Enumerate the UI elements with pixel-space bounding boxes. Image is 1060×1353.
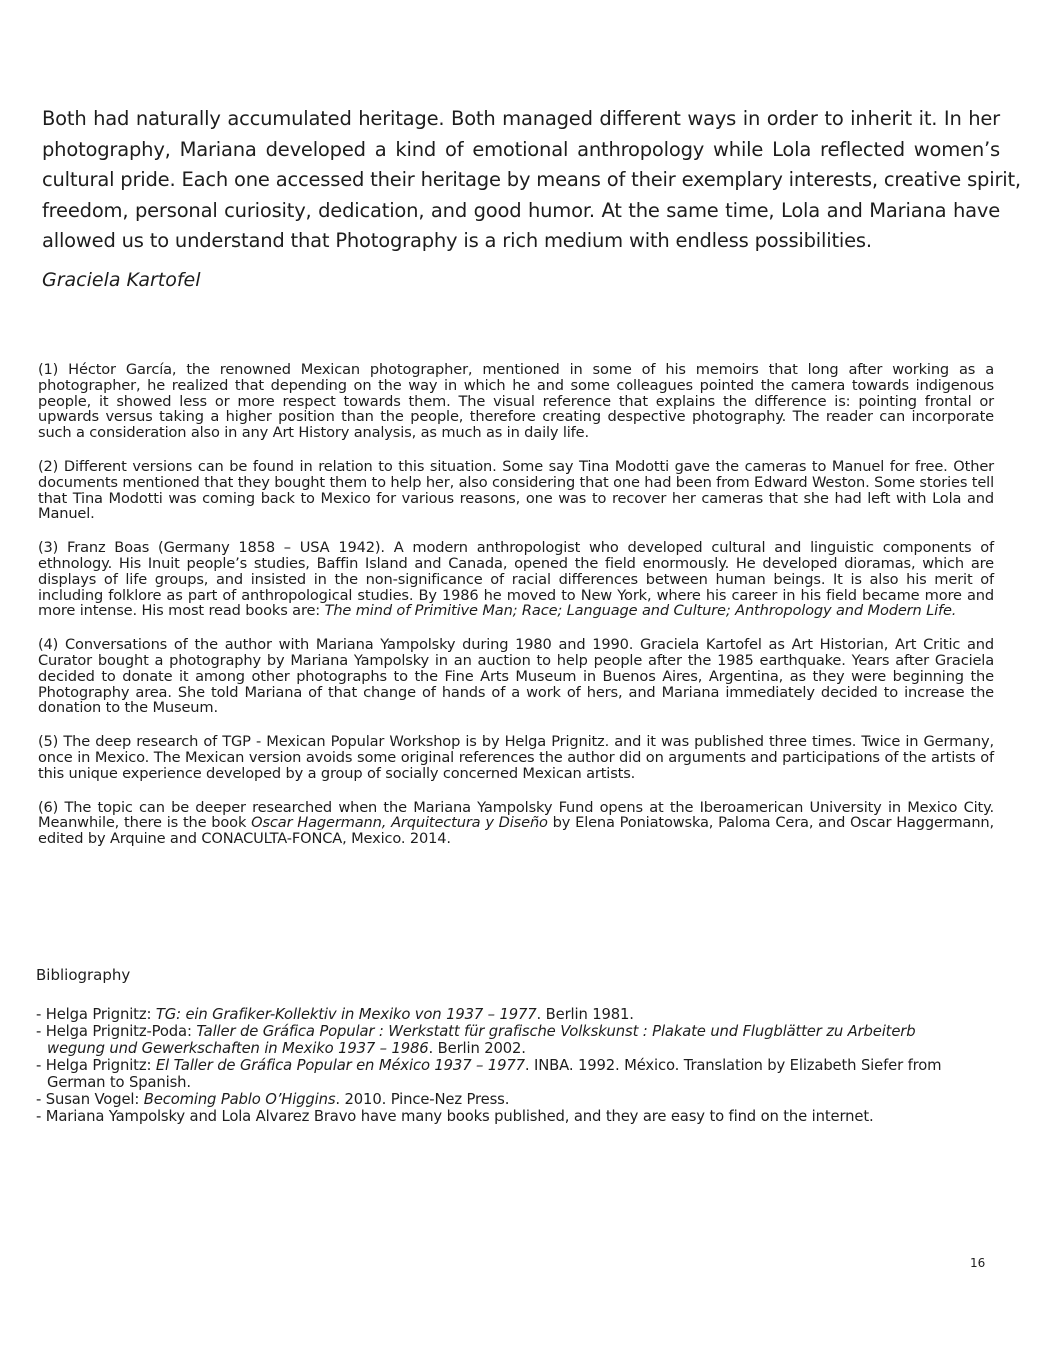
bib-author: - Helga Prignitz-Poda:: [36, 1023, 197, 1040]
intro-line: freedom, personal curiosity, dedication, and good humor. At the same time, Lola and Mariana have: [42, 198, 1000, 222]
footnote-text: (1) Héctor García, the renowned Mexican photographer, mentioned in some of his memoirs that long after working as a photographer, he realized that depending on the way in which he and some colleagues pointed the camera towards indigenous people, it showed less or more respect towards them. The visual reference that explains the difference is: pointing frontal or upwards versus taking a higher position than the people, therefore creating despective photography. The reader can incorporate such a consideration also in any Art History analysis, as much as in daily life.: [38, 361, 994, 442]
bibliography-item: [36, 1108, 976, 1125]
bib-text: - Mariana Yampolsky and Lola Alvarez Bravo have many books published, and they are easy to find on the internet.: [36, 1108, 874, 1125]
bibliography-item: [36, 1023, 976, 1057]
footnotes: [38, 362, 994, 865]
footnote-text: (6) The topic can be deeper researched when the Mariana Yampolsky Fund opens at the Iberoamerican University in Mexico City. Meanwhile, there is the book: [38, 798, 994, 832]
footnote-1: [38, 362, 994, 441]
footnote-6: [38, 800, 994, 847]
footnote-text-after: by Elena Poniatowska, Paloma Cera, and Oscar Haggermann, edited by Arquine and CONACULTA-FONCA, Mexico. 2014.: [38, 814, 995, 848]
bibliography-item: [36, 1006, 976, 1023]
bibliography-item: [36, 1091, 976, 1108]
footnote-book-titles: The mind of Primitive Man; Race; Language and Culture; Anthropology and Modern Life.: [324, 602, 957, 620]
bib-author: - Susan Vogel:: [36, 1091, 144, 1108]
intro-line: photography, Mariana developed a kind of emotional anthropology while Lola reflected women’s: [42, 137, 1000, 161]
footnote-5: [38, 734, 994, 781]
bib-author: - Helga Prignitz:: [36, 1057, 156, 1074]
intro-line: allowed us to understand that Photography is a rich medium with endless possibilities.: [42, 229, 872, 252]
bib-title: Becoming Pablo O’Higgins: [143, 1091, 336, 1108]
footnote-2: [38, 459, 994, 522]
footnote-text: (4) Conversations of the author with Mariana Yampolsky during 1980 and 1990. Graciela Kartofel as Art Historian, Art Critic and Curator bought a photography by Mariana Yampolsky in an auction to help people after the 1985 earthquake. Years after Graciela decided to donate it among other photographs to the Fine Arts Museum in Buenos Aires, Argentina, as they were beginning the Photography area. She told Mariana of that change of hands of a work of hers, and Mariana immediately decided to increase the donation to the Museum.: [38, 636, 994, 717]
bib-title: TG: ein Grafiker-Kollektiv in Mexiko von 1937 – 1977: [155, 1006, 537, 1023]
footnote-3: [38, 540, 994, 619]
footnote-4: [38, 637, 994, 716]
intro-line: Both had naturally accumulated heritage. Both managed different ways in order to inherit it. In her: [42, 107, 1000, 130]
footnote-book-title: Oscar Hagermann, Arquitectura y Diseño: [251, 814, 548, 832]
footnote-text: (3) Franz Boas (Germany 1858 – USA 1942). A modern anthropologist who developed cultural and linguistic components of ethnology. His Inuit people’s studies, Baffin Island and Canada, opened the field enormously. He developed dioramas, which are displays of life groups, and insisted in the non-significance of racial differences between human beings. It is also his merit of including folklore as part of anthropological studies. By 1986 he moved to New York, where his career in his field became more and more intense. His most read books are:: [38, 539, 994, 620]
bib-author: - Helga Prignitz:: [36, 1006, 156, 1023]
bibliography-heading: Bibliography: [36, 966, 131, 984]
bib-details: . Berlin 2002.: [428, 1040, 526, 1057]
footnote-text: (2) Different versions can be found in relation to this situation. Some say Tina Modotti gave the cameras to Manuel for free. Other documents mentioned that they bought them to help her, also considering that one had been from Edward Weston. Some stories tell that Tina Modotti was coming back to Mexico for various reasons, one was to recover her cameras that she had left with Lola and Manuel.: [38, 457, 994, 523]
bibliography-list: [36, 1006, 976, 1125]
footnote-text: (5) The deep research of TGP - Mexican Popular Workshop is by Helga Prignitz. and it was published three times. Twice in Germany, once in Mexico. The Mexican version avoids some original references the author did on arguments and participations of the artists of this unique experience developed by a group of socially concerned Mexican artists.: [38, 733, 994, 782]
intro-paragraph: [42, 104, 1021, 257]
page-number: 16: [970, 1256, 986, 1270]
author-signature: Graciela Kartofel: [42, 269, 201, 291]
bib-details: . Berlin 1981.: [536, 1006, 634, 1023]
bibliography-item: [36, 1057, 976, 1091]
bib-title: Taller de Gráfica Popular : Werkstatt für grafische Volkskunst : Plakate und Flugblätter zu Arbeiterb wegung und Gewerkschaften in Mexiko 1937 – 1986: [47, 1023, 916, 1057]
bib-details: . 2010. Pince-Nez Press.: [335, 1091, 510, 1108]
bib-title: El Taller de Gráfica Popular en México 1937 – 1977: [155, 1057, 525, 1074]
bib-details: . INBA. 1992. México. Translation by Elizabeth Siefer from German to Spanish.: [47, 1057, 942, 1091]
intro-line: cultural pride. Each one accessed their heritage by means of their exemplary interests, creative spirit,: [42, 168, 1021, 191]
